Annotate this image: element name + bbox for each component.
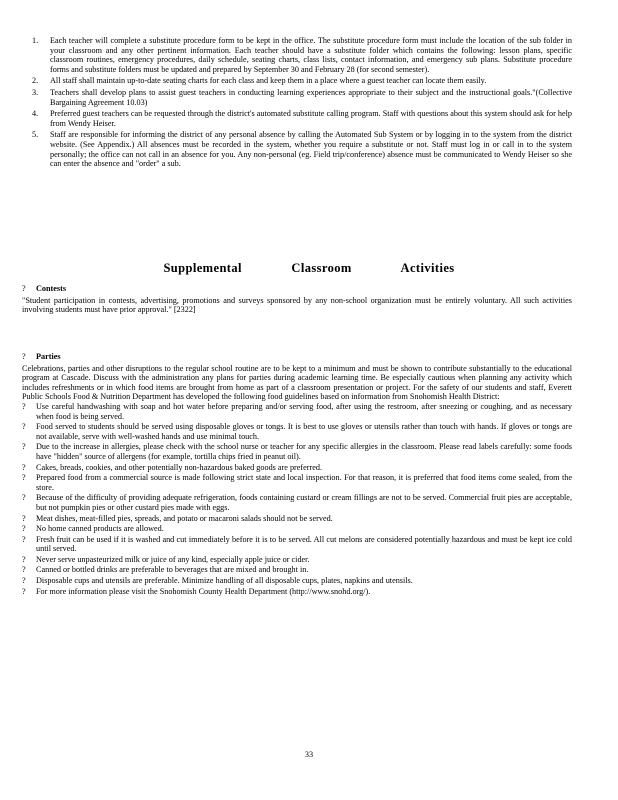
list-item: ? Food served to students should be served using disposable gloves or tongs. It is best to use gloves or utensils rather than touch with hands. If gloves or tongs are not available, serve with well-washed hands and use minimal touch.: [22, 422, 572, 441]
bullet-icon: ?: [22, 524, 26, 534]
bullet-icon: ?: [22, 565, 26, 575]
rule-text: Staff are responsible for informing the district of any personal absence by calling the Automated Sub System or by logging in to the system from the district website. (See Appendix.) All absences must be recorded in the system, whether you require a substitute or not. Staff must log in or call in to the system personally; the office can not call in an absence for you. Any non-personal (eg. Field trip/conference) absence must be communicated to Wendy Heiser so she can enter the absence and "order" a sub.: [50, 130, 572, 169]
rule-item: [22, 130, 572, 168]
bullet-icon: ?: [22, 401, 26, 411]
list-item: ? Meat dishes, meat-filled pies, spreads, and potato or macaroni salads should not be served.: [22, 513, 333, 523]
food-guidelines-list: [22, 402, 572, 596]
list-item: ? Due to the increase in allergies, please check with the school nurse or teacher for any specific allergies in the classroom. Please read labels carefully: some foods have "hidden" source of allergens (for example, tortilla chips fried in peanut oil).: [22, 442, 572, 461]
parties-intro: Celebrations, parties and other disruptions to the regular school routine are to be kept to a minimum and must be shown to contribute substantially to the educational program at Cascade. Discuss with the administration any plans for parties during academic learning time. Be especially cautious when planning any activity which includes refreshments or in which food items are brought from home as part of a classroom presentation or project. For the safety of our students and staff, Everett Public Schools Food & Nutrition Department has developed the following food guidelines based on information from Snohomish Health District:: [22, 363, 572, 402]
parties-heading: ? Parties: [22, 352, 61, 361]
list-item: ? No home canned products are allowed.: [22, 524, 164, 534]
rule-number: 5.: [32, 130, 39, 140]
rule-number: 4.: [32, 109, 39, 119]
contests-section: [22, 284, 572, 315]
rule-number: 1.: [32, 36, 39, 45]
bullet-icon: ?: [22, 352, 26, 361]
bullet-icon: ?: [22, 442, 26, 452]
list-item: ? Fresh fruit can be used if it is washed and cut immediately before it is to be served. All cut melons are considered potentially hazardous and must be kept ice cold until served.: [22, 534, 572, 554]
list-item: ? Use careful handwashing with soap and hot water before preparing and/or serving food, after using the restroom, after sneezing or coughing, and as necessary when food is being served.: [22, 401, 572, 421]
parties-section: [22, 352, 572, 597]
bullet-icon: ?: [22, 462, 26, 472]
rule-number: 3.: [32, 87, 39, 97]
bullet-icon: ?: [22, 422, 26, 432]
rule-text: Preferred guest teachers can be requested through the district's automated substitute calling program. Staff with questions about this system should ask for help from Wendy Heiser.: [50, 109, 572, 128]
rule-text: All staff shall maintain up-to-date seating charts for each class and keep them in a place where a guest teacher can locate them easily.: [50, 76, 487, 86]
section-title: Supplemental Classroom Activities: [163, 261, 455, 275]
rule-number: 2.: [32, 76, 39, 86]
contests-text: "Student participation in contests, advertising, promotions and surveys sponsored by any non-school organization must be entirely voluntary. All such activities involving students must have prior approval." [2322]: [22, 295, 572, 315]
bullet-icon: ?: [22, 576, 26, 586]
list-item: ? For more information please visit the Snohomish County Health Department (http://www.snohd.org/).: [22, 586, 371, 596]
list-item: ? Cakes, breads, cookies, and other potentially non-hazardous baked goods are preferred.: [22, 462, 323, 472]
bullet-icon: ?: [22, 513, 26, 523]
contests-heading: ? Contests: [22, 284, 67, 293]
list-item: ? Disposable cups and utensils are preferable. Minimize handling of all disposable cups, plates, napkins and utensils.: [22, 576, 413, 586]
rule-item: [22, 88, 572, 107]
bullet-icon: ?: [22, 473, 26, 483]
bullet-icon: ?: [22, 586, 26, 596]
page-number: 33: [304, 750, 314, 759]
list-item: ? Prepared food from a commercial source is made following strict state and local inspection. For that reason, it is preferred that food items come sealed, from the store.: [22, 473, 572, 492]
substitute-rules-list: [22, 36, 572, 171]
bullet-icon: ?: [22, 554, 26, 564]
list-item: ? Because of the difficulty of providing adequate refrigeration, foods containing custard or cream fillings are not to be served. Commercial fruit pies are acceptable, but not pumpkin pies or other custard pies made with eggs.: [22, 493, 572, 512]
list-item: ? Never serve unpasteurized milk or juice of any kind, especially apple juice or cider.: [22, 554, 310, 564]
rule-item: [22, 109, 572, 128]
list-item: ? Canned or bottled drinks are preferable to beverages that are mixed and brought in.: [22, 565, 309, 575]
bullet-icon: ?: [22, 493, 26, 503]
rule-text: Each teacher will complete a substitute procedure form to be kept in the office. The substitute procedure form must include the location of the sub folder in your classroom and any other pertinent information. Each teacher should have a substitute folder which contains the following: lesson plans, specific classroom routines, emergency procedures, daily schedule, seating charts, class lists, contact information, and emergency sub plans. Substitute procedure forms and substitute folders must be updated and prepared by September 30 and February 28 (for second semester).: [50, 36, 572, 74]
rule-text: Teachers shall develop plans to assist guest teachers in conducting learning experiences appropriate to their subject and the instructional goals."(Collective Bargaining Agreement 10.03): [50, 87, 572, 107]
rule-item: [22, 76, 572, 86]
bullet-icon: ?: [22, 284, 26, 293]
rule-item: [22, 36, 572, 74]
bullet-icon: ?: [22, 534, 26, 544]
